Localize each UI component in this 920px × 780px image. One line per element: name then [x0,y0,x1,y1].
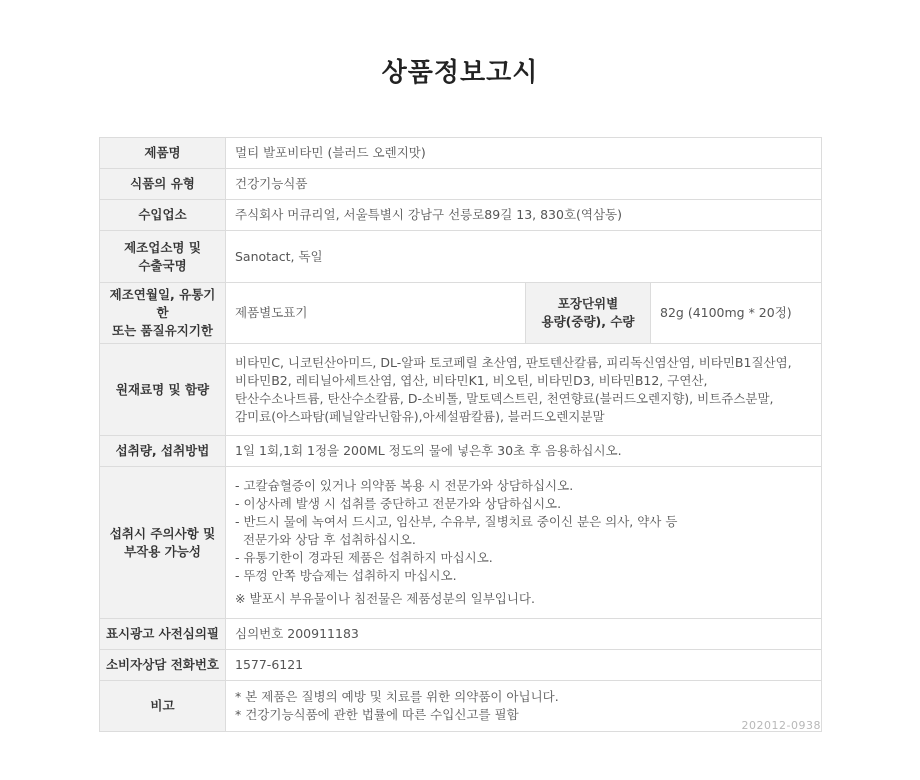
row-consumer-phone [100,650,822,681]
row-ingredients [100,344,822,436]
importer-value: 주식회사 머큐리얼, 서울특별시 강남구 선릉로89길 13, 830호(역삼동) [226,200,822,231]
food-type-label: 식품의 유형 [100,169,226,200]
dates-label-line2: 또는 품질유지기한 [112,323,213,338]
cautions-label-line1: 섭취시 주의사항 및 [109,525,216,541]
page-title: 상품정보고시 [381,58,539,88]
caution-line: - 유통기한이 경과된 제품은 섭취하지 마십시오. [235,550,493,565]
consumer-phone-value: 1577-6121 [226,650,822,681]
row-dates [100,283,822,344]
dosage-label: 섭취량, 섭취방법 [100,436,226,467]
product-info-table [99,137,822,732]
manufacturer-value: Sanotact, 독일 [226,231,822,283]
row-remarks [100,681,822,732]
consumer-phone-label: 소비자상담 전화번호 [100,650,226,681]
caution-line: - 고칼슘혈증이 있거나 의약품 복용 시 전문가와 상담하십시오. [235,478,574,493]
row-manufacturer [100,231,822,283]
remarks-value [226,681,822,732]
cautions-label [100,467,226,619]
caution-line: 전문가와 상담 후 섭취하십시오. [235,532,416,547]
caution-line: - 반드시 물에 녹여서 드시고, 임산부, 수유부, 질병치료 중이신 분은 의사, 약사 등 [235,514,678,529]
remark-line: * 건강기능식품에 관한 법률에 따른 수입신고를 필함 [235,707,519,722]
ad-review-value: 심의번호 200911183 [226,619,822,650]
row-cautions [100,467,822,619]
dates-label [100,283,226,344]
manufacturer-label-line2: 수출국명 [138,257,187,273]
document-code: 202012-0938 [741,719,821,732]
pack-value: 82g (4100mg * 20정) [651,283,822,344]
product-name-label: 제품명 [100,138,226,169]
row-product-name [100,138,822,169]
dosage-value: 1일 1회,1회 1정을 200ML 정도의 물에 넣은후 30초 후 음용하십시오. [226,436,822,467]
ingredients-line: 감미료(아스파탐(페닐알라닌함유),아세설팜칼륨), 블러드오렌지분말 [235,408,605,424]
caution-line: - 이상사례 발생 시 섭취를 중단하고 전문가와 상담하십시오. [235,496,562,511]
manufacturer-label-line1: 제조업소명 및 [124,239,201,255]
importer-label: 수입업소 [100,200,226,231]
ingredients-line: 비타민B2, 레티닐아세트산염, 엽산, 비타민K1, 비오틴, 비타민D3, 비타민B12, 구연산, [235,372,708,388]
ad-review-label: 표시광고 사전심의필 [100,619,226,650]
pack-label [526,283,651,344]
remarks-label: 비고 [100,681,226,732]
cautions-label-line2: 부작용 가능성 [124,543,201,559]
ingredients-value [226,344,822,436]
food-type-value: 건강기능식품 [226,169,822,200]
row-dosage [100,436,822,467]
row-importer [100,200,822,231]
remark-line: * 본 제품은 질병의 예방 및 치료를 위한 의약품이 아닙니다. [235,689,559,704]
product-name-value: 멀티 발포비타민 (블러드 오렌지맛) [226,138,822,169]
dates-value: 제품별도표기 [226,283,526,344]
caution-note: ※ 발포시 부유물이나 침전물은 제품성분의 일부입니다. [235,591,535,606]
manufacturer-label [100,231,226,283]
caution-line: - 뚜껑 안쪽 방습제는 섭취하지 마십시오. [235,568,457,583]
ingredients-line: 탄산수소나트륨, 탄산수소칼륨, D-소비톨, 말토덱스트린, 천연향료(블러드오렌지향), 비트쥬스분말, [235,390,774,406]
row-ad-review [100,619,822,650]
pack-label-line2: 용량(중량), 수량 [541,314,635,329]
ingredients-line: 비타민C, 니코틴산아미드, DL-알파 토코페릴 초산염, 판토텐산칼륨, 피리독신염산염, 비타민B1질산염, [235,354,792,370]
pack-label-line1: 포장단위별 [557,296,619,311]
dates-label-line1: 제조연월일, 유통기한 [109,287,216,320]
row-food-type [100,169,822,200]
ingredients-label: 원재료명 및 함량 [100,344,226,436]
cautions-value [226,467,822,619]
